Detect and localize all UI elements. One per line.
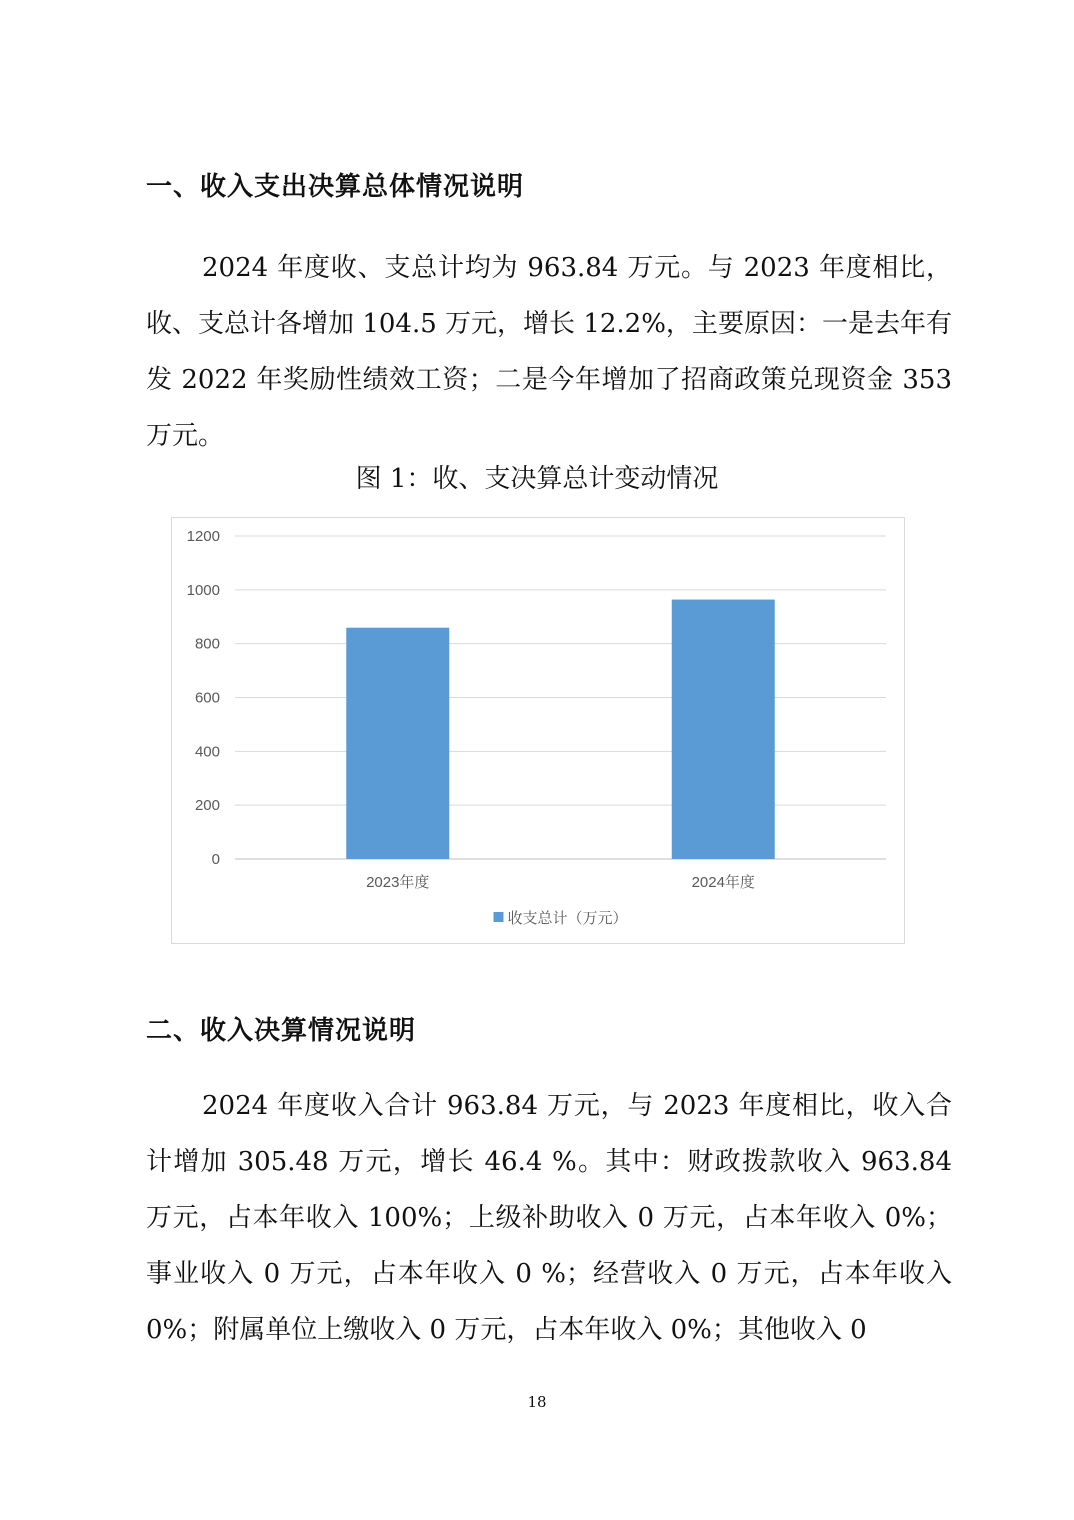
legend-label: 收支总计（万元） [507, 910, 628, 927]
y-tick-label: 800 [194, 635, 220, 653]
y-tick-label: 1200 [186, 528, 220, 545]
section-1-heading: 一、收入支出决算总体情况说明 [146, 172, 525, 202]
section-2-paragraph: 2024 年度收入合计 963.84 万元，与 2023 年度相比，收入合计增加 305.48 万元，增长 46.4 %。其中：财政拨款收入 963.84 万元，占本年收入 100%；上级补助收入 0 万元，占本年收入 0%；事业收入 0 万元，占本年收入 0 %；经营收入 0 万元，占本年收入 0%；附属单位上缴收入 0 万元，占本年收入 0%；其他收入 0 [146, 1091, 952, 1345]
x-category-label: 2024年度 [691, 874, 755, 891]
y-tick-label: 600 [194, 689, 220, 707]
section-1-paragraph: 2024 年度收、支总计均为 963.84 万元。与 2023 年度相比，收、支总计各增加 104.5 万元，增长 12.2%，主要原因：一是去年有发 2022 年奖励性绩效工资；二是今年增加了招商政策兑现资金 353 万元。 [146, 253, 952, 451]
x-category-label: 2023年度 [366, 874, 430, 891]
y-tick-label: 1000 [186, 581, 220, 599]
y-tick-label: 200 [194, 797, 220, 815]
bar-2023年度 [346, 628, 449, 859]
page-number: 18 [527, 1393, 547, 1411]
figure-1-chart [171, 517, 905, 944]
bar-2024年度 [672, 600, 775, 859]
y-tick-label: 400 [194, 743, 220, 761]
bar-chart-svg [172, 518, 906, 945]
section-2-heading: 二、收入决算情况说明 [146, 1016, 417, 1046]
legend-swatch [493, 912, 503, 922]
y-tick-label: 0 [211, 851, 220, 868]
figure-1-caption: 图 1：收、支决算总计变动情况 [355, 464, 719, 494]
